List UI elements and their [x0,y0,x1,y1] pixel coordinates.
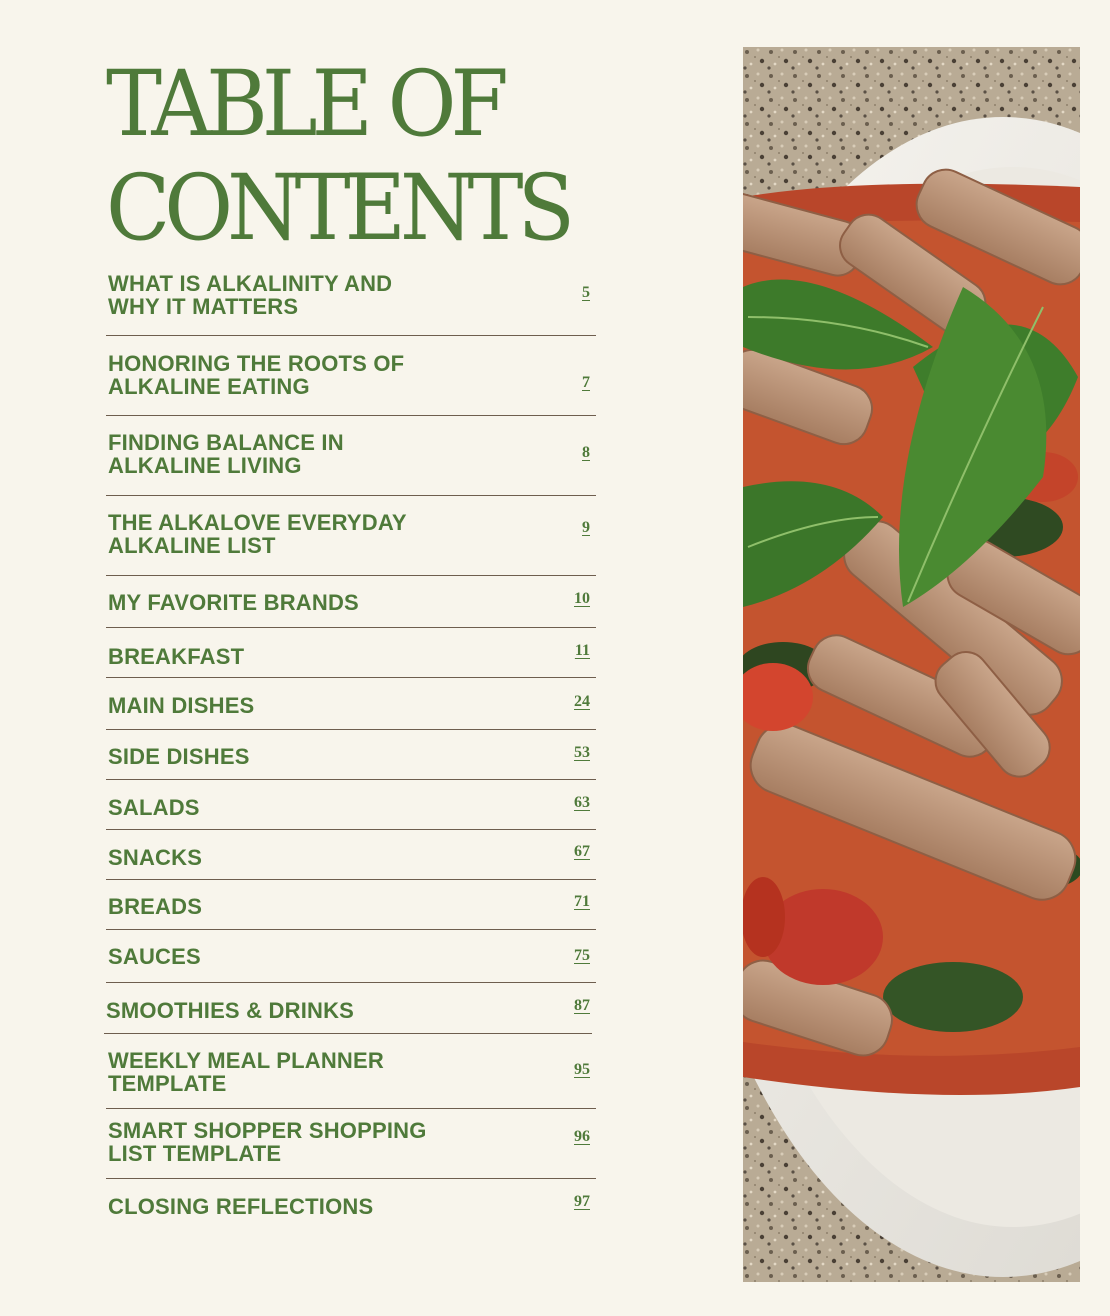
toc-page-link[interactable]: 71 [574,893,590,910]
toc-page-link[interactable]: 96 [574,1128,590,1145]
toc-entry-label: SMOOTHIES & DRINKS [106,998,355,1023]
toc-entry-label: THE ALKALOVE EVERYDAY ALKALINE LIST [108,510,407,558]
toc-page-link[interactable]: 9 [582,519,590,536]
toc-page-link[interactable]: 10 [574,590,590,607]
toc-page-link[interactable]: 95 [574,1061,590,1078]
toc-entry-label: CLOSING REFLECTIONS [108,1194,374,1219]
toc-entry-label: BREAKFAST [108,644,245,669]
toc-entry-shopping-list[interactable] [106,1108,596,1179]
toc-page-link[interactable]: 11 [574,642,590,659]
toc-entry-label: MY FAVORITE BRANDS [108,590,359,615]
toc-entry-label: BREADS [108,894,203,919]
toc-entry-smoothies[interactable] [104,982,592,1034]
toc-entry-label: SMART SHOPPER SHOPPING LIST TEMPLATE [108,1118,427,1166]
toc-page-link[interactable]: 5 [582,284,590,301]
toc-page-link[interactable]: 87 [574,997,590,1014]
toc-entry-meal-planner[interactable] [106,1033,596,1109]
toc-page-link[interactable]: 67 [574,843,590,860]
toc-entry-label: SALADS [108,795,200,820]
toc-entry-label: FINDING BALANCE IN ALKALINE LIVING [108,430,344,478]
toc-entry-breads[interactable] [106,879,596,930]
toc-entry-salads[interactable] [106,779,596,830]
toc-entry-closing-reflections[interactable] [106,1178,596,1234]
toc-entry-label: MAIN DISHES [108,693,255,718]
toc-page-link[interactable]: 8 [582,444,590,461]
toc-entry-brands[interactable] [106,575,596,628]
toc-page-link[interactable]: 63 [574,794,590,811]
toc-page-link[interactable]: 7 [582,374,590,391]
toc-entry-everyday-list[interactable] [106,495,596,576]
toc-entry-label: SAUCES [108,944,201,969]
toc-page-link[interactable]: 75 [574,947,590,964]
toc-entry-label: HONORING THE ROOTS OF ALKALINE EATING [108,351,405,399]
toc-entry-alkalinity[interactable] [106,265,596,336]
toc-entry-side-dishes[interactable] [106,729,596,780]
toc-entry-label: WEEKLY MEAL PLANNER TEMPLATE [108,1048,384,1096]
toc-entry-label: SNACKS [108,845,203,870]
page-title-line-1: TABLE OF [106,50,503,157]
page-title-line-2: CONTENTS [106,154,570,261]
toc-page-link[interactable]: 97 [574,1193,590,1210]
pasta-illustration [743,47,1080,1282]
toc-entry-main-dishes[interactable] [106,677,596,730]
page-title [106,52,569,259]
toc-entry-snacks[interactable] [106,829,596,880]
toc-page-link[interactable]: 24 [574,693,590,710]
toc-entry-label: WHAT IS ALKALINITY AND WHY IT MATTERS [108,271,393,319]
toc-entry-roots[interactable] [106,335,596,416]
toc-entry-label: SIDE DISHES [108,744,250,769]
toc-entry-breakfast[interactable] [106,627,596,678]
pasta-photo [743,47,1080,1282]
toc-entry-balance[interactable] [106,415,596,496]
toc-page-link[interactable]: 53 [574,744,590,761]
toc-entry-sauces[interactable] [106,929,596,983]
